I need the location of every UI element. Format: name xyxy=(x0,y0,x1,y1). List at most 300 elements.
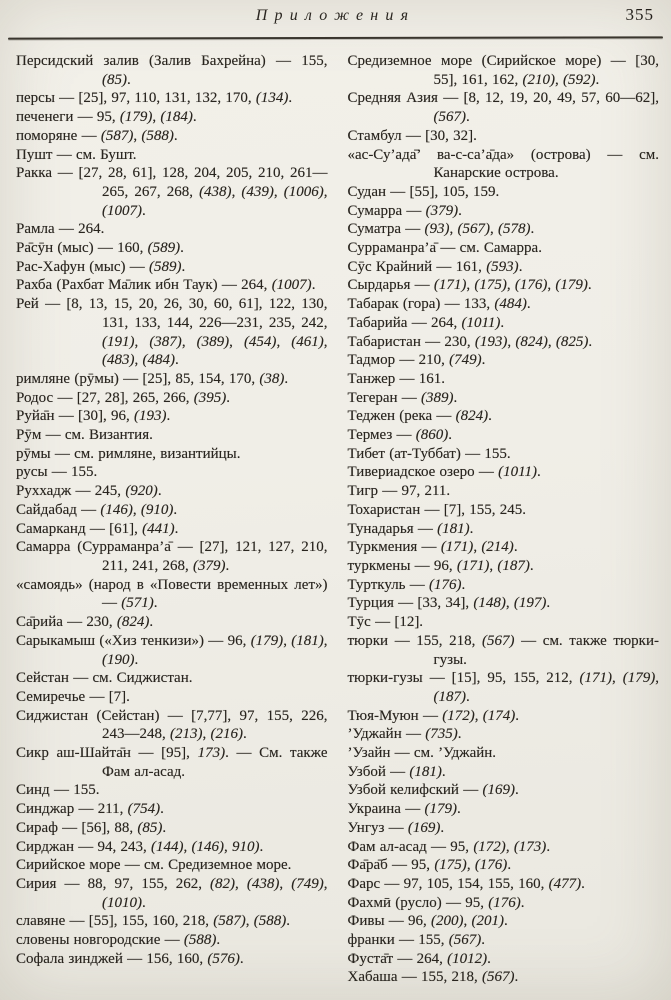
entry-text: , xyxy=(547,333,556,350)
entry-text: Пушт — см. Бушт. xyxy=(16,146,137,163)
index-entry xyxy=(16,800,328,819)
entry-text: , xyxy=(323,632,328,649)
page-ref-italic: (181) xyxy=(437,520,470,537)
page-ref-italic: (214) xyxy=(481,539,514,556)
page-ref-italic: (389) xyxy=(421,389,454,406)
entry-text: печенеги — 95, xyxy=(16,109,120,126)
entry-text: . xyxy=(142,894,146,911)
entry-text: , xyxy=(490,221,498,238)
entry-text: , xyxy=(489,557,498,574)
entry-text: , xyxy=(473,539,482,556)
page-ref-italic: (187) xyxy=(497,557,530,574)
index-entry xyxy=(348,968,660,987)
index-entry xyxy=(16,482,328,501)
index-column-right xyxy=(348,52,660,987)
page-ref-italic: (571) xyxy=(121,595,154,612)
entry-text: , xyxy=(547,277,556,294)
entry-text: . xyxy=(469,520,474,537)
entry-text: . xyxy=(284,370,289,387)
page-ref-italic: (567) xyxy=(448,932,482,949)
entry-text: . xyxy=(239,950,244,967)
page-ref-italic: (175) xyxy=(474,277,507,294)
page-ref-italic: (567) xyxy=(433,109,466,126)
page-ref-italic: (379) xyxy=(425,202,459,219)
index-entry xyxy=(16,819,328,838)
entry-text: . xyxy=(173,501,178,518)
entry-text: . xyxy=(181,258,186,275)
page-ref-italic: (179) xyxy=(555,277,588,294)
index-entry xyxy=(348,146,660,183)
entry-text: славяне — [55], 155, 160, 218, xyxy=(16,913,214,930)
entry-text: Рӯм — см. Византия. xyxy=(16,427,153,444)
entry-text: . xyxy=(537,464,541,481)
index-entry xyxy=(348,482,660,501)
entry-text: , xyxy=(655,670,659,687)
entry-text: франки — 155, xyxy=(347,932,449,949)
entry-text: Судан — [55], 105, 159. xyxy=(347,183,500,200)
entry-text: . xyxy=(530,221,535,238)
page-ref-italic: (146) xyxy=(191,838,225,855)
entry-text: Стамбул — [30, 32]. xyxy=(347,127,477,144)
entry-text: . xyxy=(441,763,446,780)
index-entry xyxy=(348,501,660,520)
page-ref-italic: (860) xyxy=(415,427,449,444)
index-entry xyxy=(16,52,328,89)
entry-text: , xyxy=(463,913,472,930)
page-ref-italic: (176) xyxy=(514,277,548,294)
page-ref-italic: (1012) xyxy=(447,950,488,967)
entry-text: словены новгородские — xyxy=(16,932,184,949)
index-entry xyxy=(16,781,328,800)
entry-text: ’Узайн — см. ’Уджайн. xyxy=(347,745,497,762)
entry-text: . xyxy=(153,595,158,612)
page-ref-italic: (567) xyxy=(457,221,490,238)
page-ref-italic: (144) xyxy=(151,838,184,855)
entry-text: , xyxy=(224,838,233,855)
page-ref-italic: (216) xyxy=(210,726,243,743)
page-ref-italic: (920) xyxy=(125,483,158,500)
entry-text: , xyxy=(276,333,292,350)
index-entry xyxy=(348,669,660,706)
index-entry xyxy=(348,856,660,875)
index-entry xyxy=(16,838,328,857)
entry-text: . xyxy=(173,127,178,144)
page-ref-italic: (1007) xyxy=(102,202,142,219)
index-entry xyxy=(348,370,660,389)
page-ref-italic: (85) xyxy=(102,71,127,88)
entry-text: . xyxy=(458,202,462,219)
page-ref-italic: (176) xyxy=(488,894,521,911)
entry-text: . xyxy=(466,109,470,126)
index-entry xyxy=(348,314,660,333)
index-entry xyxy=(348,258,660,277)
page-ref-italic: (191) xyxy=(102,333,135,350)
entry-text: Са̄рийа — 230, xyxy=(16,614,117,631)
entry-text: . xyxy=(286,913,291,930)
entry-text: , xyxy=(283,632,292,649)
entry-text: Хабаша — 155, 218, xyxy=(347,969,482,986)
page-ref-italic: (93) xyxy=(424,221,450,238)
index-entry xyxy=(348,389,660,408)
entry-text: Табарак (гора) — 133, xyxy=(347,296,495,313)
entry-text: . xyxy=(453,389,458,406)
page-ref-italic: (454) xyxy=(243,333,277,350)
entry-text: . xyxy=(157,483,162,500)
page-ref-italic: (179) xyxy=(250,632,284,649)
index-entry xyxy=(16,950,328,969)
page-ref-italic: (735) xyxy=(425,726,458,743)
entry-text: Синд — 155. xyxy=(16,782,100,799)
entry-text: Турткуль — xyxy=(347,576,430,593)
index-entry xyxy=(16,632,328,669)
index-entry xyxy=(16,576,328,613)
entry-text: Тивериадское озеро — xyxy=(347,464,499,481)
entry-text: поморяне — xyxy=(16,127,101,144)
entry-text: . xyxy=(174,520,179,537)
entry-text: . xyxy=(546,838,551,855)
index-entry xyxy=(16,707,328,744)
entry-text: . xyxy=(546,595,551,612)
page-header xyxy=(0,0,671,33)
index-entry xyxy=(348,950,660,969)
entry-text: , xyxy=(229,333,244,350)
entry-text: , xyxy=(612,670,623,687)
entry-text: . xyxy=(243,726,247,743)
index-entry xyxy=(348,463,660,482)
entry-text: , xyxy=(505,838,514,855)
entry-text: . xyxy=(488,408,492,425)
page-ref-italic: (1007) xyxy=(271,277,312,294)
entry-text: , xyxy=(449,221,458,238)
entry-text: . xyxy=(587,277,592,294)
entry-text: . xyxy=(225,557,230,574)
index-entry xyxy=(16,127,328,146)
entry-text: . xyxy=(259,838,264,855)
entry-text: Сумарра — xyxy=(347,202,426,219)
page-ref-italic: (187) xyxy=(433,688,466,705)
entry-text: Узбой — xyxy=(347,763,410,780)
page-ref-italic: (587) xyxy=(213,913,246,930)
page-ref-italic: (593) xyxy=(486,258,519,275)
entry-text: . xyxy=(162,819,167,836)
page-ref-italic: (176) xyxy=(429,576,462,593)
index-entry xyxy=(348,632,660,669)
entry-text: Сираф — [56], 88, xyxy=(16,819,138,836)
page-ref-italic: (190) xyxy=(102,651,135,668)
page-ref-italic: (477) xyxy=(548,875,582,892)
page-ref-italic: (910) xyxy=(140,501,174,518)
page-ref-italic: (567) xyxy=(482,632,515,649)
index-entry xyxy=(16,501,328,520)
entry-text: Фам ал-асад — 95, xyxy=(347,838,474,855)
entry-text: , xyxy=(474,707,483,724)
page-ref-italic: (754) xyxy=(127,801,161,818)
entry-text: Софала зинджей — 156, 160, xyxy=(16,950,208,967)
page-ref-italic: (438) xyxy=(246,875,280,892)
page-ref-italic: (181) xyxy=(291,632,324,649)
entry-text: Сурраманра’а̄ — см. Самарра. xyxy=(347,240,542,257)
entry-text: , xyxy=(466,277,475,294)
entry-text: Суматра — xyxy=(347,221,425,238)
index-entry xyxy=(348,707,660,726)
entry-text: , xyxy=(134,333,150,350)
entry-text: Теджен (река — xyxy=(347,408,456,425)
entry-text: , xyxy=(132,501,141,518)
entry-text: тюрки — 155, 218, xyxy=(347,632,483,649)
entry-text: . xyxy=(513,539,518,556)
page-ref-italic: (1011) xyxy=(461,314,501,331)
entry-text: . xyxy=(514,969,519,986)
page-ref-italic: (184) xyxy=(160,109,193,126)
entry-text: . xyxy=(149,614,154,631)
page-ref-italic: (179) xyxy=(119,109,153,126)
page-ref-italic: (176) xyxy=(474,857,508,874)
entry-text: римляне (рӯмы) — [25], 85, 154, 170, xyxy=(16,370,260,387)
page-ref-italic: (1010) xyxy=(102,894,142,911)
entry-text: Унгуз — xyxy=(347,819,408,836)
entry-text: . xyxy=(134,651,139,668)
page-ref-italic: (484) xyxy=(142,352,175,369)
entry-text: . xyxy=(504,913,508,930)
entry-text: «ас-Су’ада̄’ ва-с-са’а̄да» (острова) — см. Канарские острова. xyxy=(347,146,659,182)
entry-text: Рей — [8, 13, 15, 20, 26, 30, 60, 61], 122, 130, 131, 133, 144, 226—231, 235, 242, xyxy=(16,296,328,331)
entry-text: . xyxy=(507,857,512,874)
index-entry xyxy=(348,838,660,857)
page-ref-italic: (461) xyxy=(291,333,324,350)
entry-text: , xyxy=(466,857,475,874)
page-ref-italic: (578) xyxy=(498,221,531,238)
entry-text: Синджар — 211, xyxy=(16,801,128,818)
page-ref-italic: (588) xyxy=(253,913,287,930)
entry-text: . xyxy=(518,258,523,275)
index-entry xyxy=(348,576,660,595)
entry-text: . xyxy=(127,71,131,88)
entry-text: . xyxy=(192,109,197,126)
entry-text: Руххадж — 245, xyxy=(16,483,126,500)
page-ref-italic: (210) xyxy=(522,71,555,88)
entry-text: Узбой келифский — xyxy=(347,782,483,799)
page-ref-italic: (148) xyxy=(473,595,506,612)
entry-text: , xyxy=(181,333,197,350)
entry-text: Сирия — 88, 97, 155, 262, xyxy=(16,875,211,892)
entry-text: , xyxy=(235,875,247,892)
page-ref-italic: (749) xyxy=(291,875,324,892)
page-ref-italic: (588) xyxy=(141,127,174,144)
entry-text: Рамла — 264. xyxy=(16,221,105,238)
entry-text: Фа̄ра̄б — 95, xyxy=(347,857,435,874)
index-entry xyxy=(348,276,660,295)
entry-text: . xyxy=(588,333,593,350)
entry-text: . xyxy=(481,932,485,949)
page-ref-italic: (484) xyxy=(494,296,527,313)
index-entry xyxy=(348,407,660,426)
entry-text: , xyxy=(245,913,254,930)
entry-text: Термез — xyxy=(347,427,416,444)
entry-text: Туркмения — xyxy=(347,539,441,556)
index-entry xyxy=(16,538,328,575)
index-entry xyxy=(16,258,328,277)
entry-text: Рас-Хафун (мыс) — xyxy=(16,258,149,275)
entry-text: персы — [25], 97, 110, 131, 132, 170, xyxy=(16,90,256,107)
entry-text: Сырдарья — xyxy=(347,277,434,294)
page-ref-italic: (1006) xyxy=(283,183,324,200)
entry-text: Табарийа — 264, xyxy=(347,314,462,331)
entry-text: русы — 155. xyxy=(16,464,98,481)
index-column-left xyxy=(16,52,328,987)
page-ref-italic: (173) xyxy=(513,838,547,855)
index-entry xyxy=(16,407,328,426)
page-ref-italic: (82) xyxy=(210,875,236,892)
entry-text: Сирийское море — см. Средиземное море. xyxy=(16,857,292,874)
page-number: 355 xyxy=(625,5,654,24)
index-entry xyxy=(16,744,328,781)
page-ref-italic: (171) xyxy=(579,670,613,687)
entry-text: Ра̄сӯн (мыс) — 160, xyxy=(16,240,148,257)
entry-text: Фарс — 97, 105, 154, 155, 160, xyxy=(347,875,549,892)
index-entry xyxy=(348,912,660,931)
index-entry xyxy=(348,894,660,913)
entry-text: . xyxy=(595,71,600,88)
page-ref-italic: (134) xyxy=(255,90,289,107)
page-ref-italic: (179) xyxy=(622,670,656,687)
entry-text: , xyxy=(133,127,142,144)
entry-text: . xyxy=(216,932,221,949)
page-ref-italic: (1011) xyxy=(498,464,538,481)
entry-text: Сайдабад — xyxy=(16,501,101,518)
index-entry xyxy=(16,520,328,539)
page-ref-italic: (749) xyxy=(449,352,482,369)
entry-text: . xyxy=(448,427,453,444)
index-entry xyxy=(348,202,660,221)
entry-text: Сейстан — см. Сиджистан. xyxy=(16,670,193,687)
index-entry xyxy=(348,800,660,819)
entry-text: Рахба (Рахбат Ма̄лик ибн Таук) — 264, xyxy=(16,277,272,294)
entry-text: . xyxy=(456,801,461,818)
page-ref-italic: (181) xyxy=(409,763,442,780)
index-entry xyxy=(16,669,328,688)
entry-text: , xyxy=(506,277,515,294)
page-ref-italic: (175) xyxy=(434,857,467,874)
index-entry xyxy=(16,295,328,370)
entry-text: , xyxy=(279,875,292,892)
page-ref-italic: (587) xyxy=(100,127,134,144)
entry-text: Сарыкамыш («Хиз тенкизи») — 96, xyxy=(16,632,251,649)
page-ref-italic: (174) xyxy=(482,707,516,724)
entry-text: «самоядь» (народ в «Повести временных лет») — xyxy=(16,576,328,612)
entry-text: Тунадарья — xyxy=(347,520,438,537)
entry-text: Руйа̄н — [30], 96, xyxy=(16,408,135,425)
index-entry xyxy=(16,370,328,389)
entry-text: Тюя-Муюн — xyxy=(347,707,443,724)
index-entry xyxy=(348,520,660,539)
page-ref-italic: (483) xyxy=(102,352,135,369)
entry-text: . xyxy=(288,90,293,107)
entry-text: тюрки-гузы — [15], 95, 155, 212, xyxy=(347,670,580,687)
entry-text: ’Уджайн — xyxy=(347,726,426,743)
page-ref-italic: (201) xyxy=(471,913,505,930)
index-entry xyxy=(16,164,328,220)
entry-text: . xyxy=(581,875,585,892)
page-ref-italic: (193) xyxy=(474,333,508,350)
entry-text: . xyxy=(311,277,316,294)
page-ref-italic: (395) xyxy=(193,389,227,406)
entry-text: , xyxy=(202,726,211,743)
page-ref-italic: (197) xyxy=(513,595,547,612)
page-ref-italic: (200) xyxy=(431,913,464,930)
page-ref-italic: (825) xyxy=(555,333,589,350)
entry-text: рӯмы — см. римляне, византийцы. xyxy=(16,445,241,462)
index-entry xyxy=(348,763,660,782)
entry-text: , xyxy=(231,183,242,200)
page-ref-italic: (824) xyxy=(455,408,489,425)
entry-text: Тохаристан — [7], 155, 245. xyxy=(347,501,526,518)
page-ref-italic: (824) xyxy=(515,333,548,350)
entry-text: . xyxy=(440,819,445,836)
index-entry xyxy=(348,744,660,763)
index-entry xyxy=(348,819,660,838)
index-entry xyxy=(16,856,328,875)
index-entry xyxy=(16,108,328,127)
index-entry xyxy=(348,445,660,464)
entry-text: Тадмор — 210, xyxy=(347,352,450,369)
entry-text: , xyxy=(323,183,328,200)
entry-text: . xyxy=(466,688,470,705)
index-entry xyxy=(348,538,660,557)
entry-text: Тигр — 97, 211. xyxy=(347,483,451,500)
entry-text: Семиречье — [7]. xyxy=(16,688,130,705)
entry-text: . xyxy=(457,726,462,743)
entry-text: Самарканд — [61], xyxy=(16,520,143,537)
entry-text: Сирджан — 94, 243, xyxy=(16,838,152,855)
page-ref-italic: (172) xyxy=(442,707,475,724)
entry-text: . xyxy=(526,296,531,313)
entry-text: . xyxy=(515,707,519,724)
page-ref-italic: (387) xyxy=(149,333,182,350)
entry-text: , xyxy=(134,352,143,369)
index-entry xyxy=(16,613,328,632)
entry-text: . xyxy=(481,352,486,369)
entry-text: Сӯс Крайний — 161, xyxy=(347,258,487,275)
entry-text: . xyxy=(166,408,171,425)
index-columns xyxy=(0,39,671,987)
page-ref-italic: (589) xyxy=(148,258,182,275)
page-ref-italic: (171) xyxy=(440,539,474,556)
page-ref-italic: (439) xyxy=(241,183,274,200)
entry-text: Родос — [27, 28], 265, 266, xyxy=(16,389,194,406)
entry-text: , xyxy=(273,183,284,200)
page-ref-italic: (146) xyxy=(100,501,133,518)
entry-text: Тегеран — xyxy=(347,389,422,406)
page-ref-italic: (441) xyxy=(142,520,175,537)
entry-text: . xyxy=(160,801,164,818)
index-entry xyxy=(348,613,660,632)
entry-text: Турция — [33, 34], xyxy=(347,595,474,612)
entry-text: Фуста̄т — 264, xyxy=(347,950,448,967)
index-entry xyxy=(16,688,328,707)
page-ref-italic: (169) xyxy=(407,819,441,836)
entry-text: туркмены — 96, xyxy=(347,557,457,574)
entry-text: , xyxy=(555,71,563,88)
index-entry xyxy=(348,183,660,202)
running-title: Приложения xyxy=(255,7,416,24)
page-ref-italic: (172) xyxy=(473,838,506,855)
entry-text: Персидский залив (Залив Бахрейна) — 155, xyxy=(16,53,328,69)
entry-text: . xyxy=(514,782,519,799)
index-entry xyxy=(16,389,328,408)
entry-text: . xyxy=(529,557,534,574)
entry-text: — см. также тюрки-гузы. xyxy=(433,632,659,668)
entry-text: . xyxy=(175,352,179,369)
